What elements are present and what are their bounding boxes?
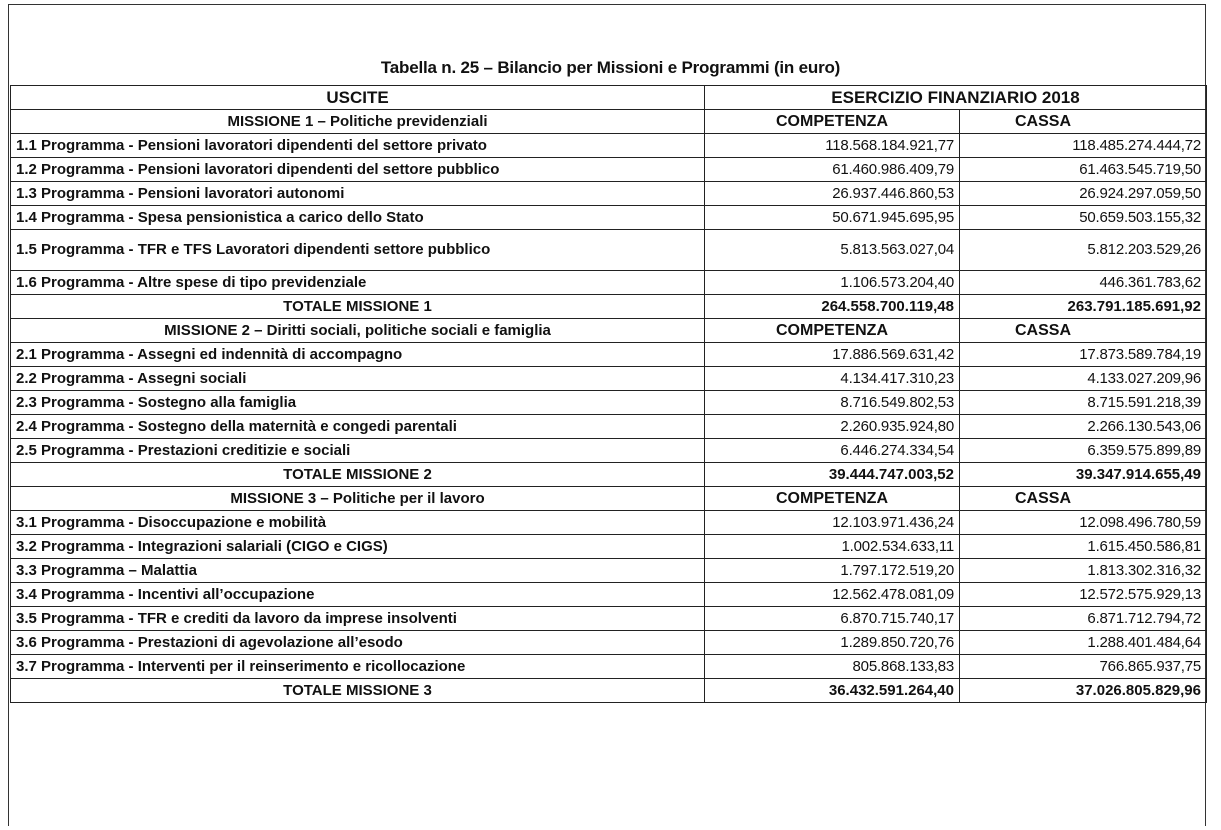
cassa-value: 5.812.203.529,26 <box>960 230 1207 271</box>
table-row <box>11 655 1207 679</box>
table-row <box>11 511 1207 535</box>
cassa-value: 1.813.302.316,32 <box>960 559 1207 583</box>
table-caption: Tabella n. 25 – Bilancio per Missioni e Programmi (in euro) <box>380 58 841 77</box>
programma-label: 3.4 Programma - Incentivi all’occupazione <box>11 583 705 607</box>
competenza-column-header: COMPETENZA <box>705 319 960 343</box>
cassa-value: 12.098.496.780,59 <box>960 511 1207 535</box>
competenza-value: 1.002.534.633,11 <box>705 535 960 559</box>
programma-label: 2.1 Programma - Assegni ed indennità di accompagno <box>11 343 705 367</box>
cassa-value: 2.266.130.543,06 <box>960 415 1207 439</box>
mission-header-row <box>11 110 1207 134</box>
programma-label: 3.6 Programma - Prestazioni di agevolazione all’esodo <box>11 631 705 655</box>
total-row <box>11 679 1207 703</box>
cassa-value: 8.715.591.218,39 <box>960 391 1207 415</box>
competenza-column-header: COMPETENZA <box>705 487 960 511</box>
competenza-value: 1.797.172.519,20 <box>705 559 960 583</box>
cassa-value: 4.133.027.209,96 <box>960 367 1207 391</box>
esercizio-header: ESERCIZIO FINANZIARIO 2018 <box>705 86 1207 110</box>
cassa-value: 12.572.575.929,13 <box>960 583 1207 607</box>
competenza-value: 118.568.184.921,77 <box>705 134 960 158</box>
programma-label: 1.1 Programma - Pensioni lavoratori dipendenti del settore privato <box>11 134 705 158</box>
competenza-value: 12.562.478.081,09 <box>705 583 960 607</box>
total-label: TOTALE MISSIONE 3 <box>11 679 705 703</box>
table-row <box>11 559 1207 583</box>
programma-label: 3.2 Programma - Integrazioni salariali (CIGO e CIGS) <box>11 535 705 559</box>
mission-header-row <box>11 487 1207 511</box>
total-label: TOTALE MISSIONE 2 <box>11 463 705 487</box>
programma-label: 2.2 Programma - Assegni sociali <box>11 367 705 391</box>
competenza-value: 805.868.133,83 <box>705 655 960 679</box>
total-row <box>11 463 1207 487</box>
mission-title: MISSIONE 1 – Politiche previdenziali <box>11 110 705 134</box>
table-row <box>11 607 1207 631</box>
total-competenza: 264.558.700.119,48 <box>705 295 960 319</box>
competenza-value: 61.460.986.409,79 <box>705 158 960 182</box>
programma-label: 2.5 Programma - Prestazioni creditizie e sociali <box>11 439 705 463</box>
table-header-row <box>11 86 1207 110</box>
competenza-value: 4.134.417.310,23 <box>705 367 960 391</box>
total-cassa: 263.791.185.691,92 <box>960 295 1207 319</box>
programma-label: 3.1 Programma - Disoccupazione e mobilità <box>11 511 705 535</box>
cassa-value: 6.359.575.899,89 <box>960 439 1207 463</box>
table-row <box>11 343 1207 367</box>
competenza-value: 1.289.850.720,76 <box>705 631 960 655</box>
table-row <box>11 367 1207 391</box>
mission-header-row <box>11 319 1207 343</box>
cassa-value: 118.485.274.444,72 <box>960 134 1207 158</box>
table-row <box>11 391 1207 415</box>
competenza-value: 50.671.945.695,95 <box>705 206 960 230</box>
table-row <box>11 535 1207 559</box>
total-competenza: 36.432.591.264,40 <box>705 679 960 703</box>
programma-label: 3.5 Programma - TFR e crediti da lavoro da imprese insolventi <box>11 607 705 631</box>
programma-label: 3.7 Programma - Interventi per il reinserimento e ricollocazione <box>11 655 705 679</box>
competenza-value: 2.260.935.924,80 <box>705 415 960 439</box>
cassa-value: 446.361.783,62 <box>960 271 1207 295</box>
mission-title: MISSIONE 3 – Politiche per il lavoro <box>11 487 705 511</box>
programma-label: 1.2 Programma - Pensioni lavoratori dipendenti del settore pubblico <box>11 158 705 182</box>
table-row <box>11 631 1207 655</box>
programma-label: 3.3 Programma – Malattia <box>11 559 705 583</box>
cassa-value: 61.463.545.719,50 <box>960 158 1207 182</box>
competenza-value: 5.813.563.027,04 <box>705 230 960 271</box>
competenza-value: 8.716.549.802,53 <box>705 391 960 415</box>
table-row <box>11 182 1207 206</box>
cassa-value: 50.659.503.155,32 <box>960 206 1207 230</box>
budget-table <box>10 85 1207 703</box>
mission-title: MISSIONE 2 – Diritti sociali, politiche sociali e famiglia <box>11 319 705 343</box>
cassa-value: 6.871.712.794,72 <box>960 607 1207 631</box>
programma-label: 2.4 Programma - Sostegno della maternità e congedi parentali <box>11 415 705 439</box>
programma-label: 1.6 Programma - Altre spese di tipo previdenziale <box>11 271 705 295</box>
table-row <box>11 230 1207 271</box>
cassa-value: 766.865.937,75 <box>960 655 1207 679</box>
programma-label: 1.5 Programma - TFR e TFS Lavoratori dipendenti settore pubblico <box>11 230 705 271</box>
total-competenza: 39.444.747.003,52 <box>705 463 960 487</box>
cassa-column-header: CASSA <box>960 487 1207 511</box>
table-row <box>11 439 1207 463</box>
table-row <box>11 158 1207 182</box>
competenza-value: 12.103.971.436,24 <box>705 511 960 535</box>
cassa-value: 1.288.401.484,64 <box>960 631 1207 655</box>
total-cassa: 39.347.914.655,49 <box>960 463 1207 487</box>
cassa-value: 1.615.450.586,81 <box>960 535 1207 559</box>
cassa-value: 17.873.589.784,19 <box>960 343 1207 367</box>
table-row <box>11 271 1207 295</box>
table-row <box>11 583 1207 607</box>
cassa-column-header: CASSA <box>960 110 1207 134</box>
table-row <box>11 134 1207 158</box>
competenza-value: 17.886.569.631,42 <box>705 343 960 367</box>
competenza-value: 1.106.573.204,40 <box>705 271 960 295</box>
cassa-column-header: CASSA <box>960 319 1207 343</box>
table-row <box>11 415 1207 439</box>
competenza-value: 6.870.715.740,17 <box>705 607 960 631</box>
programma-label: 1.3 Programma - Pensioni lavoratori autonomi <box>11 182 705 206</box>
total-row <box>11 295 1207 319</box>
total-label: TOTALE MISSIONE 1 <box>11 295 705 319</box>
total-cassa: 37.026.805.829,96 <box>960 679 1207 703</box>
programma-label: 1.4 Programma - Spesa pensionistica a carico dello Stato <box>11 206 705 230</box>
competenza-value: 26.937.446.860,53 <box>705 182 960 206</box>
competenza-column-header: COMPETENZA <box>705 110 960 134</box>
competenza-value: 6.446.274.334,54 <box>705 439 960 463</box>
table-row <box>11 206 1207 230</box>
cassa-value: 26.924.297.059,50 <box>960 182 1207 206</box>
programma-label: 2.3 Programma - Sostegno alla famiglia <box>11 391 705 415</box>
uscite-header: USCITE <box>11 86 705 110</box>
